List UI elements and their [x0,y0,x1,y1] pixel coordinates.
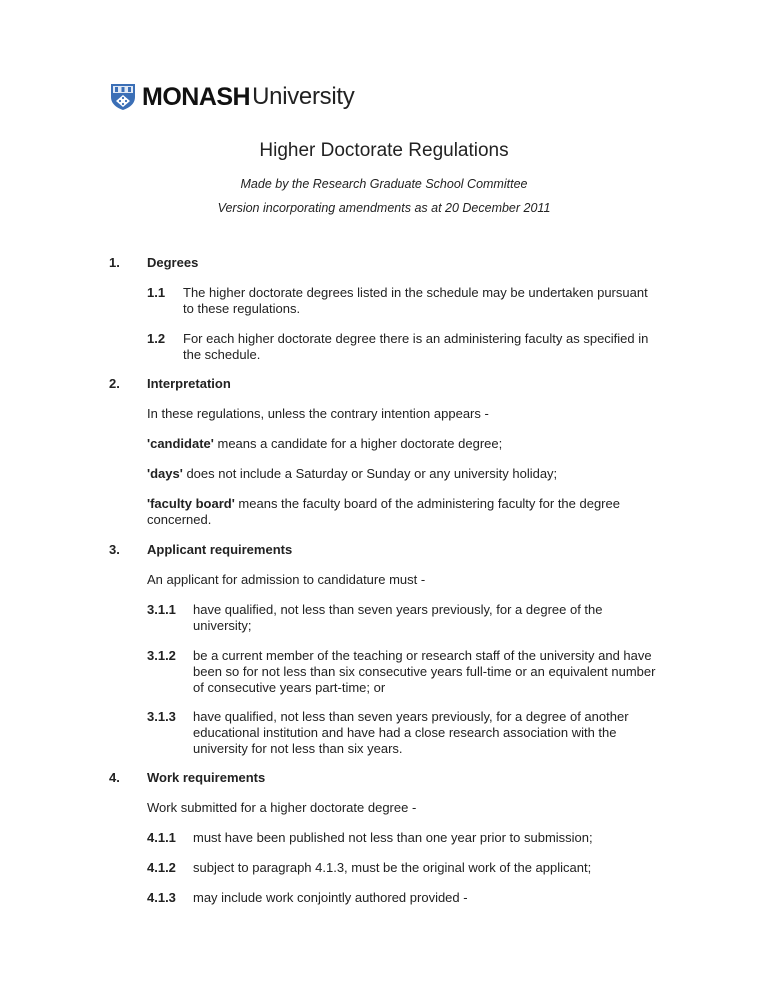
clause-number: 3.1.1 [147,602,176,617]
definition-text: means a candidate for a higher doctorate degree; [213,436,503,451]
document-subtitle-committee: Made by the Research Graduate School Committee [240,177,528,191]
clause-number: 4.1.1 [147,830,176,845]
definition-faculty-board [147,496,657,528]
clause-number: 4.1.2 [147,860,176,875]
clause-text: subject to paragraph 4.1.3, must be the original work of the applicant; [193,860,592,875]
definition-term: 'faculty board' [147,496,235,511]
section-intro: An applicant for admission to candidature must - [147,572,426,587]
clause-number: 1.2 [147,331,166,346]
section-number: 4. [109,770,120,785]
section-heading-applicant-requirements: Applicant requirements [147,542,293,557]
section-number: 2. [109,376,120,391]
section-heading-degrees: Degrees [147,255,199,270]
clause-text: For each higher doctorate degree there is an administering faculty as specified in the schedule. [183,331,649,362]
clause-number: 4.1.3 [147,890,176,905]
clause-text: must have been published not less than one year prior to submission; [193,830,593,845]
definition-candidate [147,436,657,452]
section-number: 1. [109,255,120,270]
section-heading-interpretation: Interpretation [147,376,231,391]
clause-text: may include work conjointly authored provided - [193,890,468,905]
section-heading-work-requirements: Work requirements [147,770,266,785]
definition-term: 'candidate' [147,436,214,451]
definition-term: 'days' [147,466,183,481]
definition-days [147,466,657,482]
monash-logo [110,82,354,112]
clause-number: 3.1.3 [147,709,176,724]
document-title: Higher Doctorate Regulations [259,140,509,161]
clause-text: The higher doctorate degrees listed in the schedule may be undertaken pursuant to these regulations. [183,285,648,316]
logo-brand-regular: University [252,83,355,110]
clause-number: 3.1.2 [147,648,176,663]
clause-text: have qualified, not less than seven years previously, for a degree of another educational institution and have had a close research association with the university for not less than six years. [193,709,629,756]
monash-crest-icon [110,83,136,111]
section-intro: Work submitted for a higher doctorate degree - [147,800,417,815]
document-subtitle-version: Version incorporating amendments as at 20 December 2011 [217,201,551,215]
clause-text: be a current member of the teaching or research staff of the university and have been so for not less than six consecutive years full-time or an equivalent number of consecutive years part-time; or [193,648,656,695]
logo-brand-bold: MONASH [142,83,251,111]
clause-number: 1.1 [147,285,166,300]
definition-text: means the faculty board of the administering faculty for the degree concerned. [147,496,620,527]
clause-text: have qualified, not less than seven years previously, for a degree of the university; [193,602,603,633]
section-intro: In these regulations, unless the contrary intention appears - [147,406,489,421]
definition-text: does not include a Saturday or Sunday or any university holiday; [182,466,558,481]
section-number: 3. [109,542,120,557]
